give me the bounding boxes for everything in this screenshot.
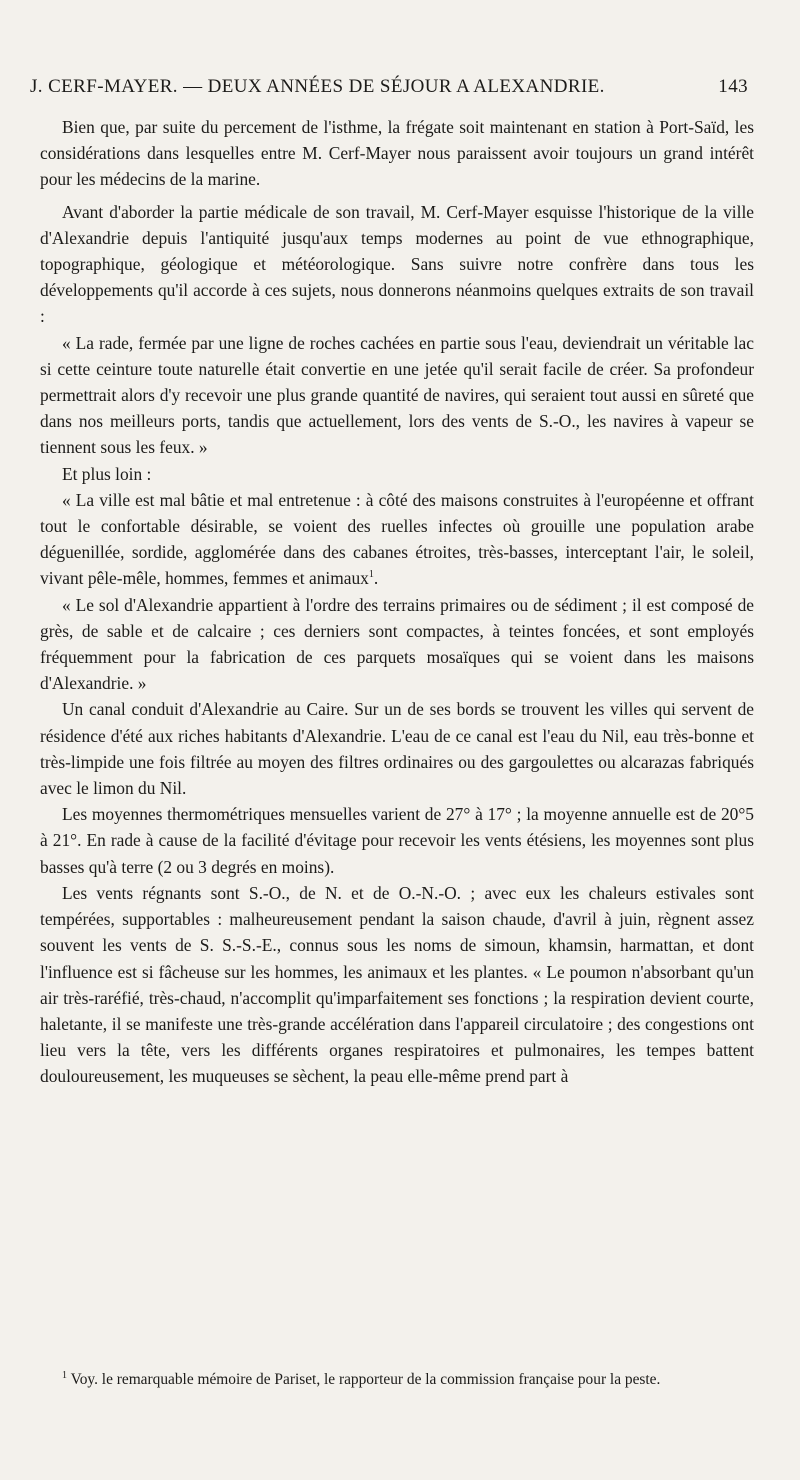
running-title: J. CERF-MAYER. — DEUX ANNÉES DE SÉJOUR A ALEXANDRIE. xyxy=(30,76,605,97)
footnote-marker: 1 xyxy=(62,1369,67,1381)
paragraph: Et plus loin : xyxy=(62,463,152,484)
quote-paragraph: « La rade, fermée par une ligne de roches cachées en partie sous l'eau, deviendrait un véritable lac si cette ceinture toute naturelle était convertie en une jetée qu'il serait facile de créer. Sa profondeur permettrait alors d'y recevoir une plus grande quantité de navires, qui seraient tout aussi en sûreté que dans nos meilleurs ports, tandis que actuellement, lors des vents de S.-O., les navires à vapeur se tiennent sous les feux. » xyxy=(40,332,754,458)
quote-text: « La ville est mal bâtie et mal entretenue : à côté des maisons construites à l'européenne et offrant tout le confortable désirable, se voient des ruelles infectes où grouille une population arabe déguenillée, sordide, agglomérée dans des cabanes étroites, très-basses, interceptant l'air, le soleil, vivant pêle-mêle, hommes, femmes et animaux xyxy=(40,489,754,589)
paragraph: Les vents régnants sont S.-O., de N. et de O.-N.-O. ; avec eux les chaleurs estivales sont tempérées, supportables : malheureusement pendant la saison chaude, d'avril à juin, règnent assez souvent les vents de S. S.-S.-E., connus sous les noms de simoun, khamsin, harmattan, et dont l'influence est si fâcheuse sur les hommes, les animaux et les plantes. « Le poumon n'absorbant qu'un air très-raréfié, très-chaud, n'accomplit qu'imparfaitement ses fonctions ; la respiration devient courte, haletante, il se manifeste une très-grande accélération dans l'appareil circulatoire ; des congestions ont lieu vers la tête, vers les différents organes respiratoires et pulmonaires, les tempes battent douloureusement, les muqueuses se sèchent, la peau elle-même prend part à xyxy=(40,882,754,1087)
footnote-reference: 1 xyxy=(368,569,374,581)
paragraph: Bien que, par suite du percement de l'isthme, la frégate soit maintenant en station à Port-Saïd, les considérations dans lesquelles entre M. Cerf-Mayer nous paraissent avoir toujours un grand intérêt pour les médecins de la marine. xyxy=(40,117,754,190)
paragraph: Un canal conduit d'Alexandrie au Caire. Sur un de ses bords se trouvent les villes qui servent de résidence d'été aux riches habitants d'Alexandrie. L'eau de ce canal est l'eau du Nil, eau très-bonne et très-limpide une fois filtrée au moyen des filtres ordinaires ou des gargoulettes ou alcarazas fabriqués avec le limon du Nil. xyxy=(40,699,754,799)
footnote-paragraph xyxy=(40,1368,754,1392)
quote-paragraph xyxy=(40,487,754,592)
running-head xyxy=(30,76,748,98)
body-text xyxy=(40,114,754,1090)
footnote-text: Voy. le remarquable mémoire de Pariset, le rapporteur de la commission française pour la peste. xyxy=(70,1371,661,1388)
paragraph: Avant d'aborder la partie médicale de son travail, M. Cerf-Mayer esquisse l'historique de la ville d'Alexandrie depuis l'antiquité jusqu'aux temps modernes au point de vue ethnographique, topographique, géologique et météorologique. Sans suivre notre confrère dans tous les développements qu'il accorde à ces sujets, nous donnerons néanmoins quelques extraits de son travail : xyxy=(40,201,754,327)
paragraph: Les moyennes thermométriques mensuelles varient de 27° à 17° ; la moyenne annuelle est de 20°5 à 21°. En rade à cause de la facilité d'évitage pour recevoir les vents étésiens, les moyennes sont plus basses qu'à terre (2 ou 3 degrés en moins). xyxy=(40,804,754,877)
footnote xyxy=(40,1368,754,1392)
quote-end: . xyxy=(373,568,379,589)
page-number: 143 xyxy=(718,76,748,97)
quote-paragraph: « Le sol d'Alexandrie appartient à l'ordre des terrains primaires ou de sédiment ; il est composé de grès, de sable et de calcaire ; ces derniers sont compactes, à teintes foncées, et sont employés fréquemment pour la fabrication de ces parquets mosaïques qui se voient dans les maisons d'Alexandrie. » xyxy=(40,594,754,694)
